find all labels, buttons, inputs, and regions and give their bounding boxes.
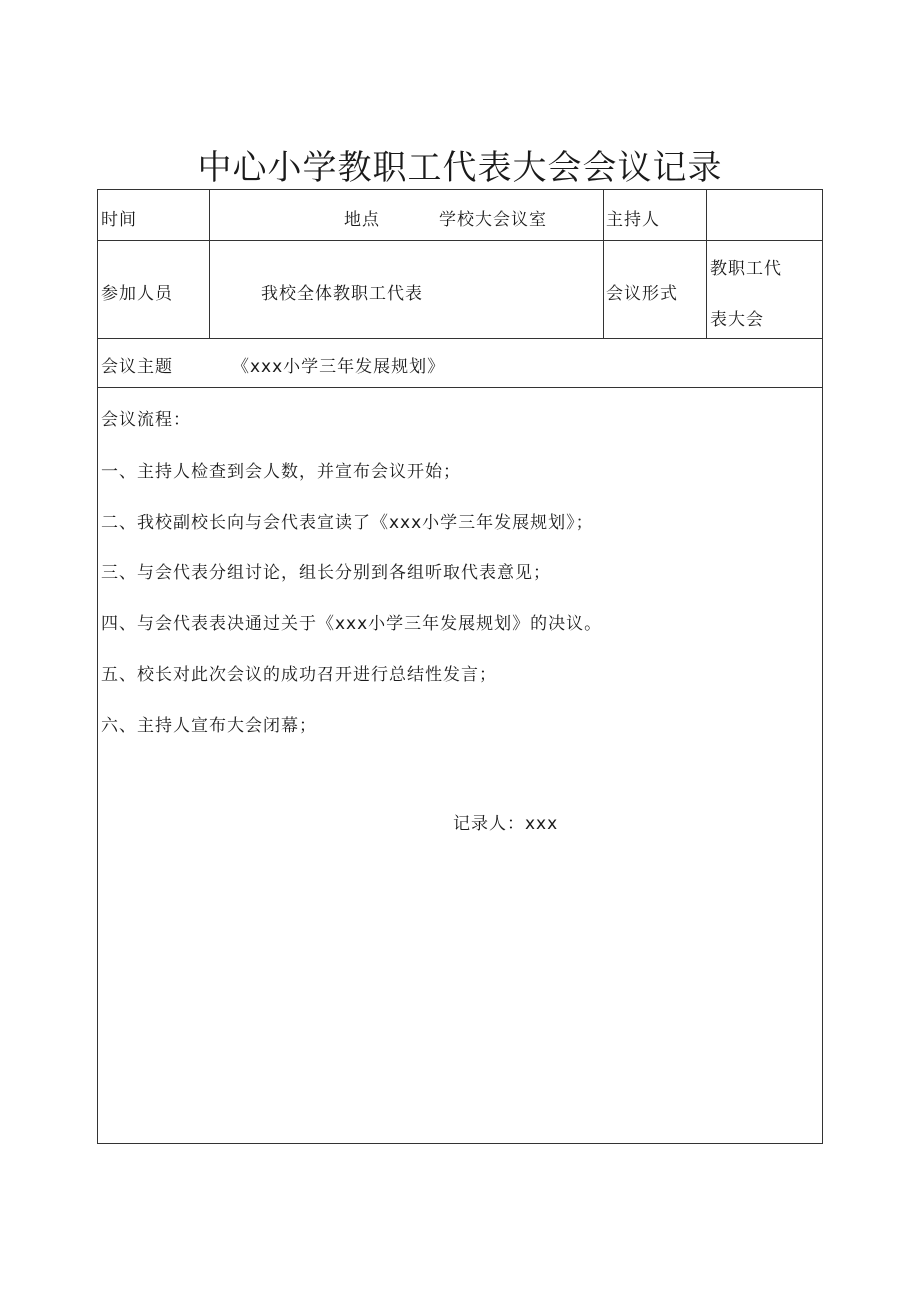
format-label: 会议形式 [606, 284, 678, 304]
format-value-line2: 表大会 [710, 310, 764, 330]
format-value-line1: 教职工代 [710, 259, 782, 279]
recorder: 记录人：xxx [453, 814, 559, 834]
topic-value: 《xxx小学三年发展规划》 [232, 357, 446, 377]
location-label: 地点 [344, 210, 380, 230]
column-divider [706, 190, 707, 338]
topic-label: 会议主题 [101, 357, 173, 377]
location-value: 学校大会议室 [439, 210, 547, 230]
process-step: 四、与会代表表决通过关于《xxx小学三年发展规划》的决议。 [101, 614, 603, 634]
process-step: 二、我校副校长向与会代表宣读了《xxx小学三年发展规划》； [101, 513, 594, 533]
process-step: 一、主持人检查到会人数，并宣布会议开始； [101, 462, 461, 482]
process-heading: 会议流程： [101, 410, 191, 430]
meeting-record-table [97, 189, 823, 1144]
row-divider [98, 387, 822, 388]
row-divider [98, 338, 822, 339]
document-title: 中心小学教职工代表大会会议记录 [197, 148, 723, 188]
column-divider [603, 190, 604, 338]
time-label: 时间 [101, 210, 137, 230]
process-step: 六、主持人宣布大会闭幕； [101, 716, 317, 736]
process-step: 三、与会代表分组讨论，组长分别到各组听取代表意见； [101, 563, 551, 583]
host-label: 主持人 [606, 210, 660, 230]
process-step: 五、校长对此次会议的成功召开进行总结性发言； [101, 665, 497, 685]
row-divider [98, 240, 822, 241]
participants-label: 参加人员 [101, 284, 173, 304]
column-divider [209, 190, 210, 338]
participants-value: 我校全体教职工代表 [261, 284, 423, 304]
